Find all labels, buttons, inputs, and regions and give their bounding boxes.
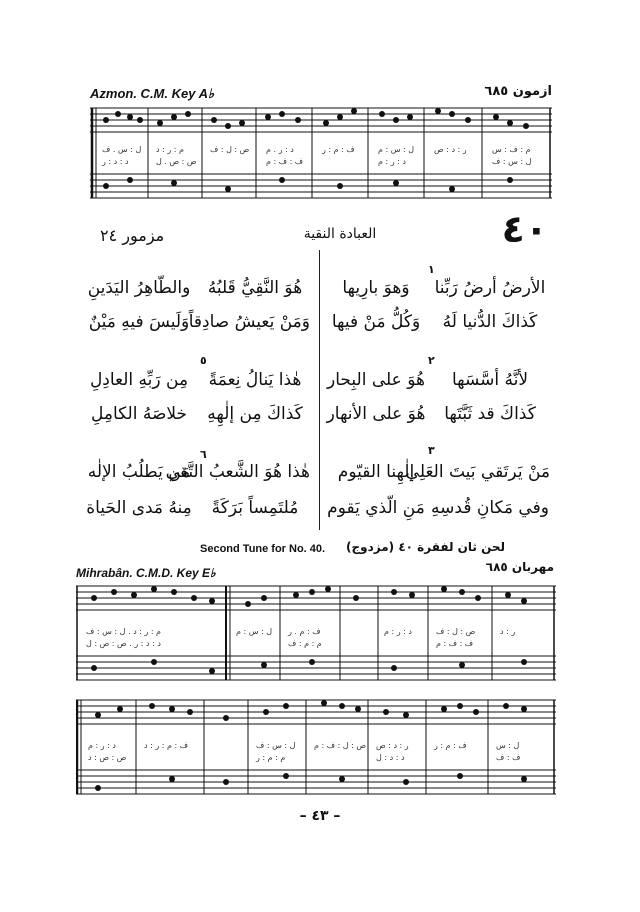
verse-number: ٢ (428, 354, 435, 367)
svg-text:د : ر : م: د : ر : م (378, 157, 406, 166)
verse-line: كَذاكَ الدُّنيا لَهُ (442, 312, 538, 332)
verse-line: وَهوَ بارِيها (342, 278, 410, 298)
svg-text:ل : س : ف: ل : س : ف (492, 157, 532, 166)
svg-text:ر : د : ص: ر : د : ص (434, 145, 467, 154)
music-staff-second-2 (76, 692, 556, 804)
psalm-reference: مزمور ٢٤ (100, 226, 165, 245)
music-staff-top (90, 100, 552, 208)
tune-header-right: ازمون ٦٨٥ (484, 84, 552, 99)
verse-line: مَنِ الّذي يَقوم (327, 498, 425, 518)
svg-text:م : ر : د . ل : س : ف: م : ر : د . ل : س : ف (86, 627, 162, 636)
verse-number: ١ (428, 263, 435, 276)
svg-text:ص : ص . ل: ص : ص . ل (156, 157, 197, 166)
tune-header-left: Mihrabân. C.M.D. Key E♭ (76, 566, 216, 580)
svg-text:د : ر . م: د : ر . م (266, 145, 294, 154)
svg-text:ل : س : م: ل : س : م (378, 145, 415, 154)
verse-line: وَلَيسَ فيهِ مَيْنٌ (88, 312, 190, 332)
second-tune-label: Second Tune for No. 40. (200, 543, 326, 555)
svg-text:ف : م : ر : د: ف : م : ر : د (144, 741, 189, 750)
verse-line: إلٰهِنا القيّوم (337, 462, 415, 482)
svg-text:د : د : ل: د : د : ل (376, 753, 405, 762)
verse-line: مَن يَطلُبُ الإلٰه (87, 462, 191, 482)
svg-text:ل : س : م: ل : س : م (236, 627, 273, 636)
verse-number: ٦ (200, 448, 207, 461)
verse-number: ٥ (200, 354, 207, 367)
svg-text:د : د : ر . ص : ص : ل: د : د : ر . ص : ص : ل (86, 639, 161, 648)
svg-text:د : ر : م: د : ر : م (384, 627, 412, 636)
second-tune-label-arabic: لحن ثان لفقرة ٤٠ (مزدوج) (346, 540, 506, 554)
svg-text:ر : د: ر : د (500, 627, 516, 636)
svg-text:ف : ف: ف : ف (496, 753, 521, 762)
svg-text:ف : م : ر: ف : م : ر (322, 145, 355, 154)
svg-text:ف : ف : م: ف : ف : م (436, 639, 474, 648)
svg-text:ل : س: ل : س (496, 741, 520, 750)
verse-line: مَنْ يَرتَقي بَيتَ العَلِي (405, 462, 550, 482)
svg-text:م : م : ر: م : م : ر (256, 753, 286, 762)
svg-text:ص : ص : د: ص : ص : د (88, 753, 127, 762)
verse-line: هُوَ على البِحار (327, 370, 425, 390)
tune-header-right: مهربان ٦٨٥ (485, 560, 554, 574)
verse-line: مِن رَبِّهِ العادِلِ (89, 370, 189, 390)
verse-line: مِنهُ مَدى الحَياة (86, 498, 192, 518)
verse-line: الأرضُ أرضُ رَبِّنا (434, 278, 546, 298)
svg-text:ص : ل : ف: ص : ل : ف (436, 627, 476, 636)
svg-text:ص : ل : ف : م: ص : ل : ف : م (314, 741, 367, 750)
verse-line: وَمَنْ يَعيشُ صادِقاً (188, 312, 310, 332)
svg-text:ف : ف : م: ف : ف : م (266, 157, 304, 166)
svg-text:ر : د : ص: ر : د : ص (376, 741, 409, 750)
hymn-title: العبادة النقية (303, 226, 377, 242)
svg-text:ف : م . ر: ف : م . ر (288, 627, 321, 636)
svg-text:د : د : ر: د : د : ر (102, 157, 129, 166)
column-divider (319, 250, 320, 530)
svg-text:م : م : ف: م : م : ف (288, 639, 322, 648)
svg-text:ص : ل : ف: ص : ل : ف (210, 145, 250, 154)
music-staff-second-1 (76, 578, 556, 690)
svg-text:ل : س : ف: ل : س : ف (256, 741, 296, 750)
verse-line: وَكُلُّ مَنْ فيها (331, 312, 421, 332)
verse-line: لأنَّهُ أسَّسَها (451, 370, 529, 390)
verse-line: كَذاكَ مِن إلٰهِهِ (207, 404, 303, 424)
svg-text:ل : س . ف: ل : س . ف (102, 145, 142, 154)
verse-line: مُلتَمِساً بَرَكَةً (211, 498, 299, 518)
verse-line: كَذاكَ قد ثَبَّتَها (444, 404, 536, 424)
tune-header-left: Azmon. C.M. Key A♭ (90, 86, 215, 101)
verse-line: هٰذا يَنالُ نِعمَةً (208, 370, 302, 390)
svg-text:ف : م : ر: ف : م : ر (434, 741, 467, 750)
svg-text:م : ر : د: م : ر : د (156, 145, 184, 154)
hymn-number: ٤٠ (501, 207, 548, 251)
verse-line: خلاصَهُ الكامِلِ (90, 404, 188, 424)
verse-number: ٣ (428, 444, 435, 457)
verse-line: هُوَ على الأنهار (326, 404, 426, 424)
svg-text:د : ر : م: د : ر : م (88, 741, 116, 750)
svg-text:م : ف : س: م : ف : س (492, 145, 531, 154)
page-number: – ٤٣ – (299, 808, 341, 824)
verse-line: هُوَ النَّقِيُّ قَلبُهُ (207, 278, 303, 298)
verse-line: وفي مَكانِ قُدسِهِ (431, 498, 549, 518)
verse-line: والطّاهِرُ اليَدَينِ (87, 278, 191, 298)
verse-line: هٰذا هُوَ الشَّعبُ التَّقي (165, 462, 310, 482)
